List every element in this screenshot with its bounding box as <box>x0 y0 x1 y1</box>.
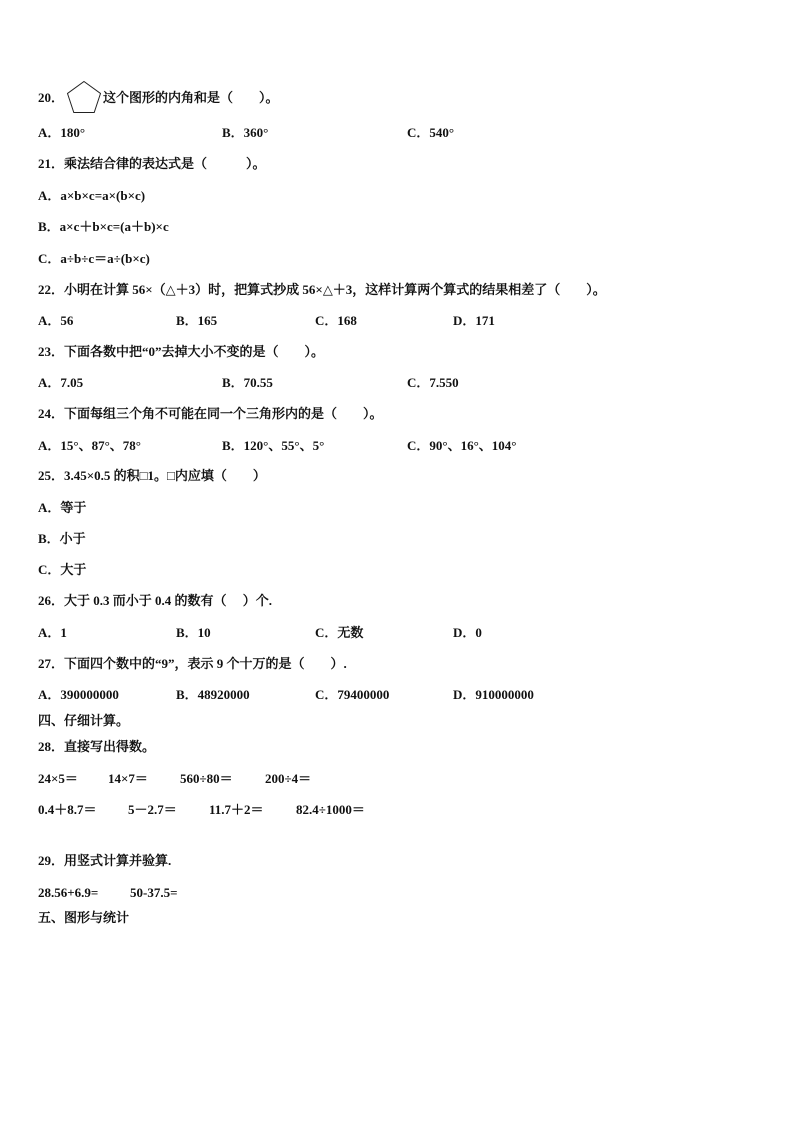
section-4-heading: 四、仔细计算。 <box>38 713 130 728</box>
q27-stem: 27．下面四个数中的“9”，表示 9 个十万的是（ ）. <box>38 656 347 671</box>
q25-option-c: C．大于 <box>38 562 87 577</box>
q25-option-b: B．小于 <box>38 531 86 546</box>
q29-stem: 29．用竖式计算并验算. <box>38 853 172 868</box>
q25-stem: 25．3.45×0.5 的积□1。□内应填（ ） <box>38 468 266 483</box>
q26-option-b: B．10 <box>176 625 211 640</box>
q23-option-c: C．7.550 <box>407 375 459 390</box>
q22-option-b: B．165 <box>176 313 218 328</box>
q28-stem: 28．直接写出得数。 <box>38 739 156 754</box>
q20-option-b: B．360° <box>222 125 269 140</box>
q22-option-c: C．168 <box>315 313 357 328</box>
q27-option-d: D．910000000 <box>453 687 534 702</box>
q29-expr: 28.56+6.9= <box>38 885 99 900</box>
q26-stem: 26．大于 0.3 而小于 0.4 的数有（ ）个. <box>38 593 273 608</box>
q21-stem: 21．乘法结合律的表达式是（ ）。 <box>38 156 266 171</box>
q24-option-b: B．120°、55°、5° <box>222 438 325 453</box>
q20-number: 20． <box>38 90 65 105</box>
q20-option-c: C．540° <box>407 125 455 140</box>
q28-expr: 14×7＝ <box>108 771 148 786</box>
q29-expr: 50-37.5= <box>130 885 178 900</box>
q20-option-a: A．180° <box>38 125 86 140</box>
q28-expr: 5－2.7＝ <box>128 802 177 817</box>
q20-stem: 这个图形的内角和是（ ）。 <box>103 90 279 105</box>
q21-option-c: C．a÷b÷c＝a÷(b×c) <box>38 251 150 266</box>
section-5-heading: 五、图形与统计 <box>38 910 130 925</box>
q27-option-a: A．390000000 <box>38 687 119 702</box>
q27-option-b: B．48920000 <box>176 687 250 702</box>
q26-option-d: D．0 <box>453 625 482 640</box>
q22-stem: 22．小明在计算 56×（△＋3）时，把算式抄成 56×△＋3，这样计算两个算式的结果相差了（ ）。 <box>38 282 606 297</box>
q22-option-a: A．56 <box>38 313 74 328</box>
q26-option-a: A．1 <box>38 625 67 640</box>
q28-expr: 560÷80＝ <box>180 771 233 786</box>
q28-expr: 0.4＋8.7＝ <box>38 802 97 817</box>
q23-option-b: B．70.55 <box>222 375 273 390</box>
q24-stem: 24．下面每组三个角不可能在同一个三角形内的是（ ）。 <box>38 406 383 421</box>
q23-option-a: A．7.05 <box>38 375 84 390</box>
q28-expr: 24×5＝ <box>38 771 78 786</box>
q28-expr: 82.4÷1000＝ <box>296 802 365 817</box>
q22-option-d: D．171 <box>453 313 495 328</box>
q25-option-a: A．等于 <box>38 500 87 515</box>
pentagon-figure <box>66 80 102 114</box>
q28-expr: 11.7＋2＝ <box>209 802 264 817</box>
q21-option-a: A．a×b×c=a×(b×c) <box>38 188 146 203</box>
q24-option-a: A．15°、87°、78° <box>38 438 141 453</box>
q23-stem: 23．下面各数中把“0”去掉大小不变的是（ ）。 <box>38 344 325 359</box>
q27-option-c: C．79400000 <box>315 687 390 702</box>
q28-expr: 200÷4＝ <box>265 771 312 786</box>
q26-option-c: C．无数 <box>315 625 364 640</box>
q21-option-b: B．a×c＋b×c=(a＋b)×c <box>38 219 169 234</box>
q24-option-c: C．90°、16°、104° <box>407 438 517 453</box>
